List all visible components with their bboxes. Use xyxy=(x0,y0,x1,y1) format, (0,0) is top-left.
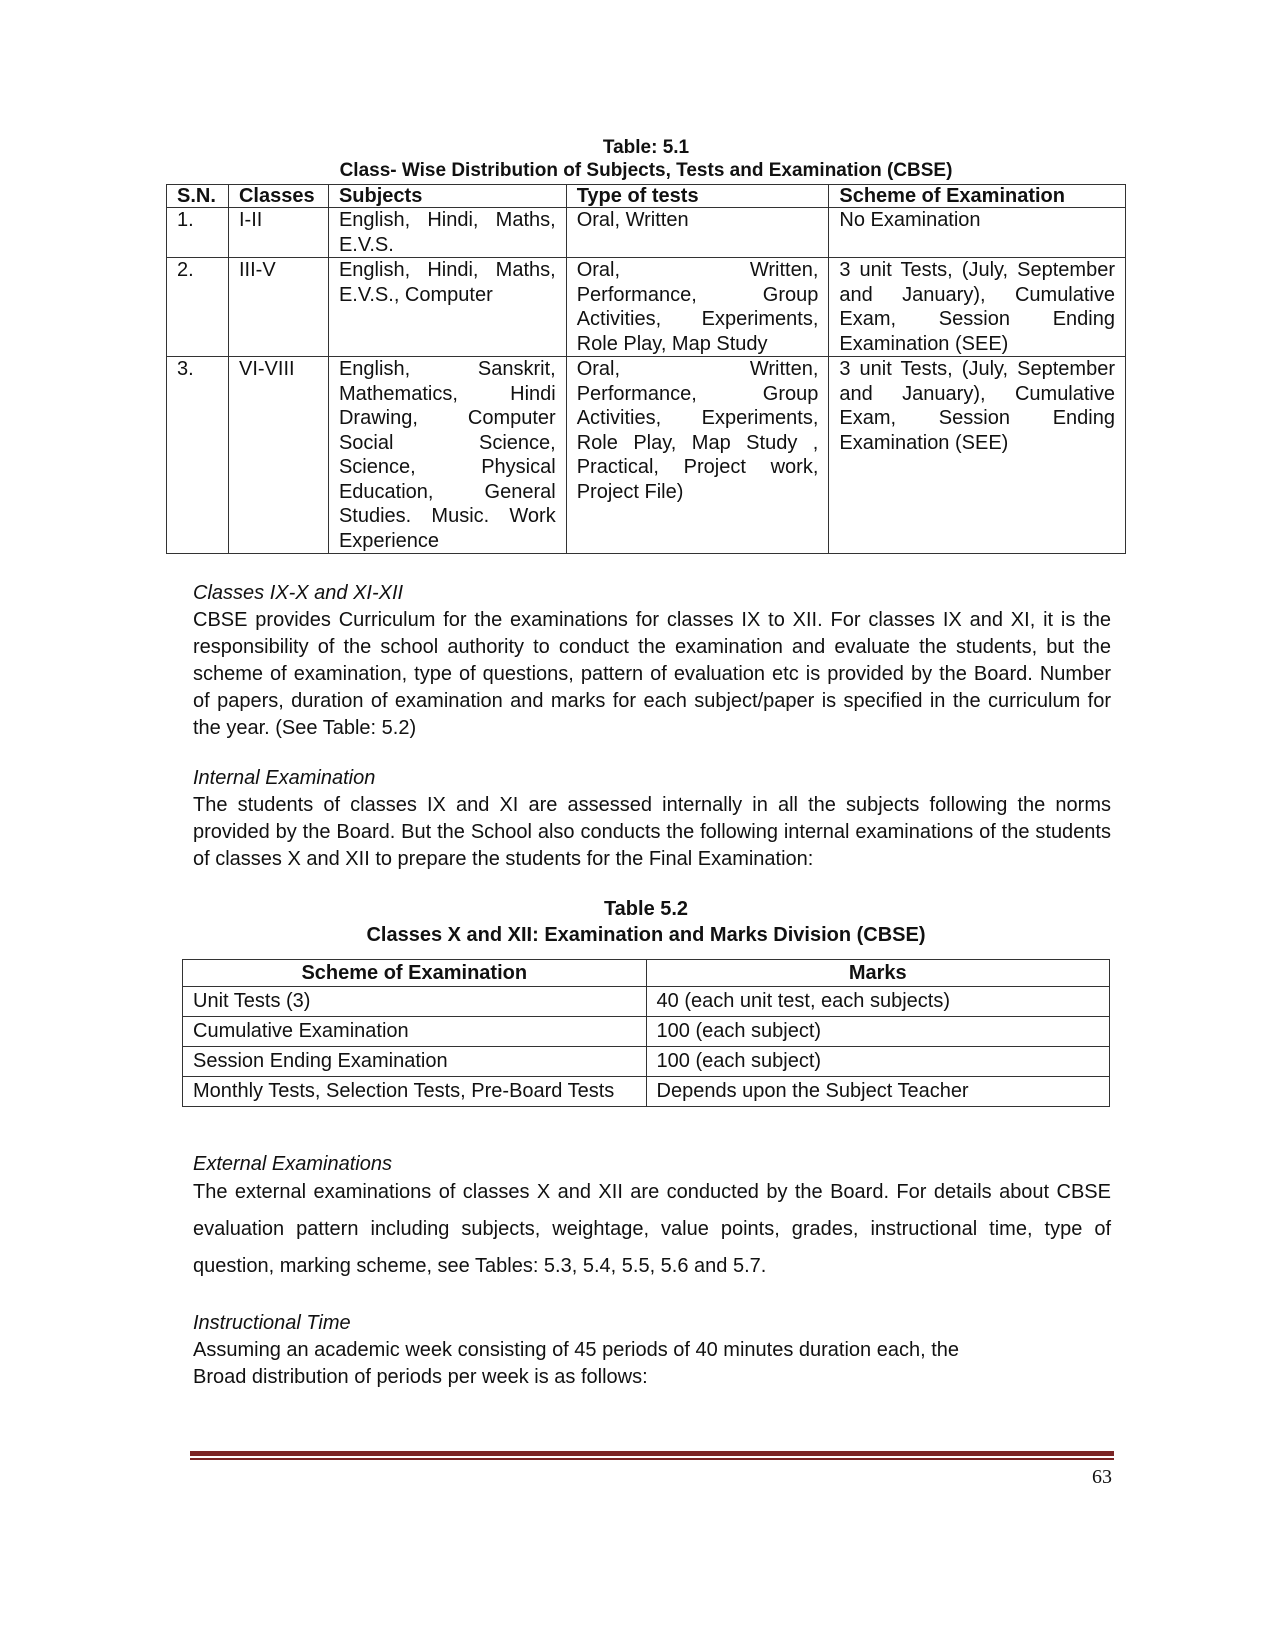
page-number: 63 xyxy=(1092,1466,1112,1488)
cell-marks: Depends upon the Subject Teacher xyxy=(646,1077,1109,1107)
table-row xyxy=(183,1017,1110,1047)
cell-sn: 1. xyxy=(167,208,229,258)
cell-classes: III-V xyxy=(228,258,328,357)
cell-sn: 3. xyxy=(167,357,229,554)
table2-caption-title: Classes X and XII: Examination and Marks Division (CBSE) xyxy=(366,924,926,946)
table2-caption-label: Table 5.2 xyxy=(603,898,689,920)
cell-scheme: No Examination xyxy=(829,208,1126,258)
table-row xyxy=(167,357,1126,554)
table1-caption-title: Class- Wise Distribution of Subjects, Tests and Examination (CBSE) xyxy=(339,160,953,181)
section-heading: Internal Examination xyxy=(193,767,376,789)
cell-subjects: English, Hindi, Maths, E.V.S. xyxy=(328,208,566,258)
table-class-wise-distribution xyxy=(166,184,1126,554)
section-paragraph: CBSE provides Curriculum for the examinations for classes IX to XII. For classes IX and XI, it is the responsibility of the school authority to conduct the examination and evaluate the students, but the scheme of examination, type of questions, pattern of evaluation etc is provided by the Board. Number of papers, duration of examination and marks for each subject/paper is specified in the curriculum for the year. (See Table: 5.2) xyxy=(193,609,1111,739)
cell-classes: VI-VIII xyxy=(228,357,328,554)
header-scheme-of-examination: Scheme of Examination xyxy=(183,960,647,987)
cell-classes: I-II xyxy=(228,208,328,258)
table-row xyxy=(167,258,1126,357)
section-heading: Classes IX-X and XI-XII xyxy=(193,582,404,604)
cell-scheme: Unit Tests (3) xyxy=(183,987,647,1017)
section-external-examinations xyxy=(193,1151,1111,1285)
header-classes: Classes xyxy=(228,185,328,208)
cell-tests: Oral, Written, Performance, Group Activities, Experiments, Role Play, Map Study xyxy=(566,258,829,357)
section-instructional-time xyxy=(193,1310,1111,1391)
table-header-row xyxy=(167,185,1126,208)
header-marks: Marks xyxy=(646,960,1109,987)
footer-rule-thin xyxy=(190,1458,1114,1460)
section-paragraph: The external examinations of classes X and XII are conducted by the Board. For details about CBSE evaluation pattern including subjects, weightage, value points, grades, instructional time, type of question, marking scheme, see Tables: 5.3, 5.4, 5.5, 5.6 and 5.7. xyxy=(193,1181,1111,1277)
cell-marks: 100 (each subject) xyxy=(646,1017,1109,1047)
cell-scheme: Monthly Tests, Selection Tests, Pre-Board Tests xyxy=(183,1077,647,1107)
cell-marks: 40 (each unit test, each subjects) xyxy=(646,987,1109,1017)
header-sn: S.N. xyxy=(167,185,229,208)
cell-tests: Oral, Written xyxy=(566,208,829,258)
header-type-of-tests: Type of tests xyxy=(566,185,829,208)
table-row xyxy=(183,1047,1110,1077)
header-subjects: Subjects xyxy=(328,185,566,208)
table-row xyxy=(167,208,1126,258)
table-marks-division xyxy=(182,959,1110,1107)
cell-scheme: 3 unit Tests, (July, September and January), Cumulative Exam, Session Ending Examination (SEE) xyxy=(829,258,1126,357)
section-line: Assuming an academic week consisting of 45 periods of 40 minutes duration each, the xyxy=(193,1339,959,1361)
section-heading: Instructional Time xyxy=(193,1312,351,1334)
table-row xyxy=(183,987,1110,1017)
cell-subjects: English, Hindi, Maths, E.V.S., Computer xyxy=(328,258,566,357)
cell-scheme: 3 unit Tests, (July, September and January), Cumulative Exam, Session Ending Examination (SEE) xyxy=(829,357,1126,554)
table-row xyxy=(183,1077,1110,1107)
header-scheme-of-examination: Scheme of Examination xyxy=(829,185,1126,208)
section-line: Broad distribution of periods per week is as follows: xyxy=(193,1366,648,1388)
section-heading: External Examinations xyxy=(193,1153,392,1175)
cell-marks: 100 (each subject) xyxy=(646,1047,1109,1077)
section-internal-examination xyxy=(193,765,1111,873)
section-classes-ix-xii xyxy=(193,580,1111,742)
cell-scheme: Cumulative Examination xyxy=(183,1017,647,1047)
cell-scheme: Session Ending Examination xyxy=(183,1047,647,1077)
cell-tests: Oral, Written, Performance, Group Activities, Experiments, Role Play, Map Study , Practical, Project work, Project File) xyxy=(566,357,829,554)
cell-subjects: English, Sanskrit, Mathematics, Hindi Drawing, Computer Social Science, Science, Physical Education, General Studies. Music. Work Experience xyxy=(328,357,566,554)
section-paragraph: The students of classes IX and XI are assessed internally in all the subjects following the norms provided by the Board. But the School also conducts the following internal examinations of the students of classes X and XII to prepare the students for the Final Examination: xyxy=(193,794,1111,870)
table-header-row xyxy=(183,960,1110,987)
cell-sn: 2. xyxy=(167,258,229,357)
table1-caption-label: Table: 5.1 xyxy=(602,137,690,158)
footer-rule-thick xyxy=(190,1451,1114,1456)
